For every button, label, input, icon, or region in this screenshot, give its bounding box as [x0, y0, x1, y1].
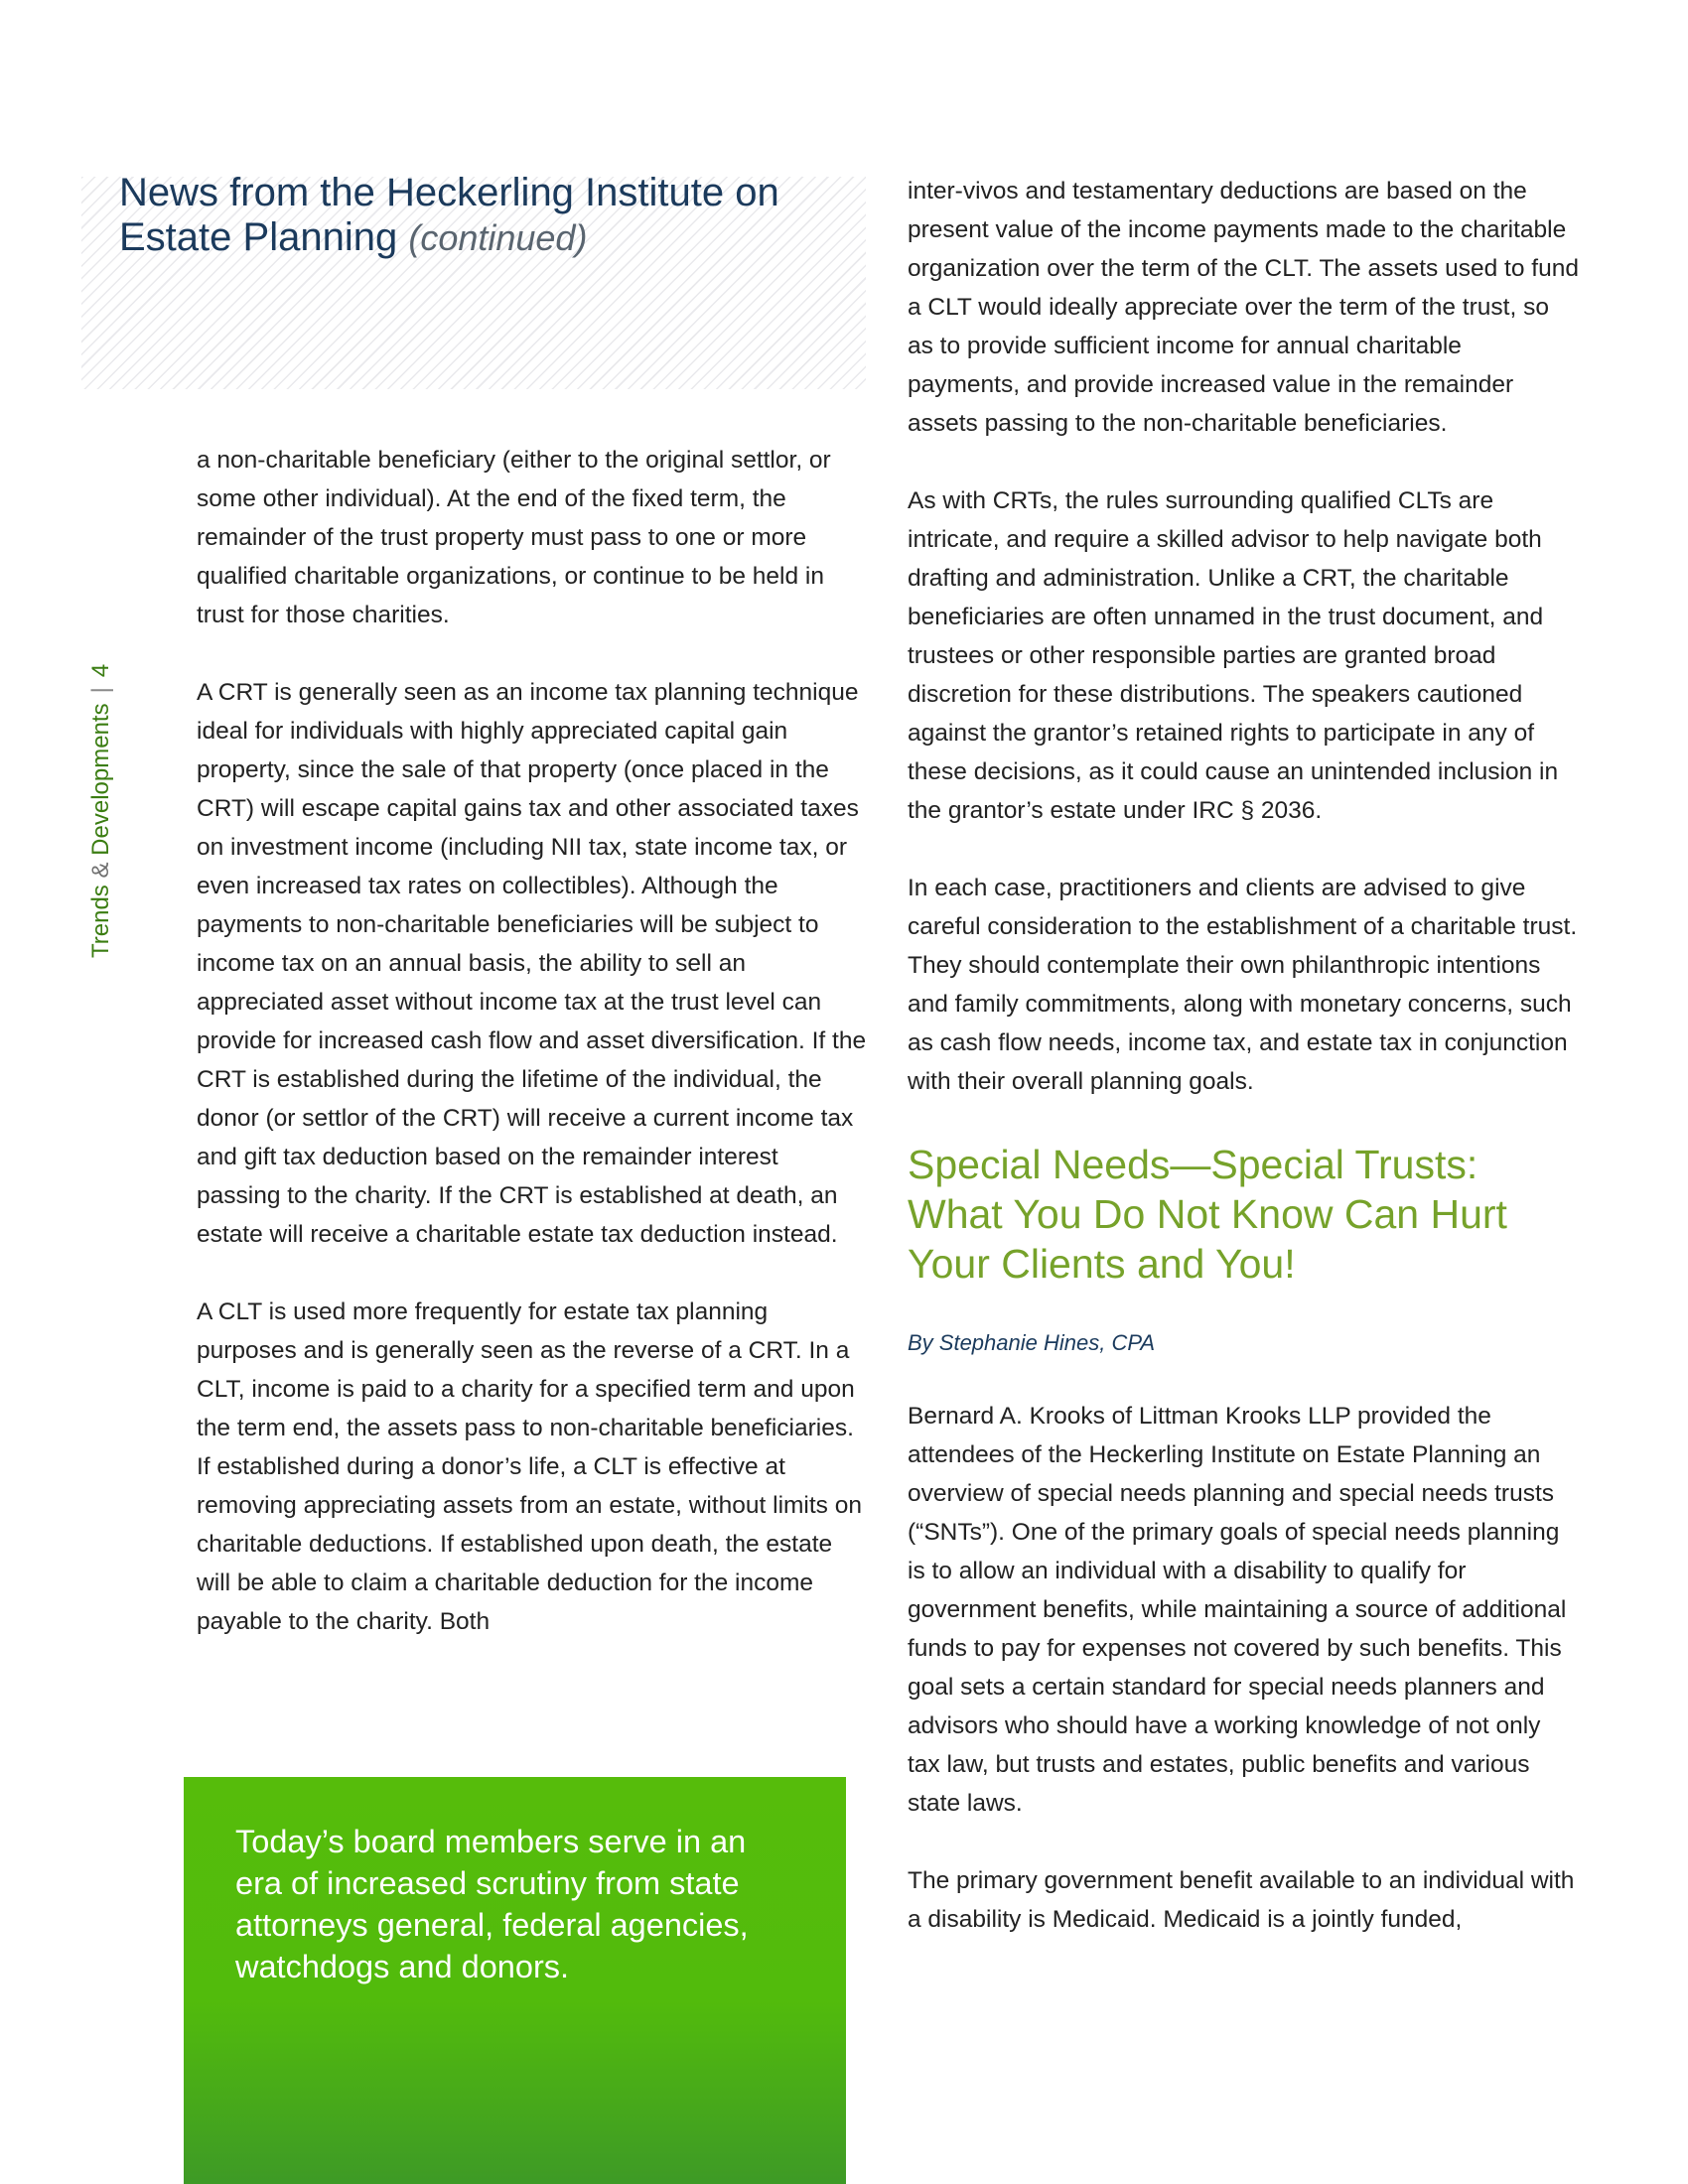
body-paragraph: A CLT is used more frequently for estate tax planning purposes and is generally seen as the reverse of a CRT. In a CLT, income is paid to a charity for a specified term and upon the term end, the assets pass to non-charitable beneficiaries. If established during a donor’s life, a CLT is effective at removing appreciating assets from an estate, without limits on charitable deductions. If established upon death, the estate will be able to claim a charitable deduction for the income payable to the charity. Both — [197, 1298, 862, 1635]
section-title: Special Needs—Special Trusts: What You Do Not Know Can Hurt Your Clients and You! — [908, 1142, 1507, 1287]
body-paragraph: inter-vivos and testamentary deductions are based on the present value of the income payments made to the charitable organization over the term of the CLT. The assets used to fund a CLT would ideally appreciate over the term of the trust, so as to provide sufficient income for annual charitable payments, and provide increased value in the remainder assets passing to the non-charitable beneficiaries. — [908, 178, 1579, 437]
page-title — [119, 171, 854, 260]
continued-label: (continued) — [408, 217, 588, 258]
label-separator: | — [87, 687, 114, 694]
section-word-trends: Trends — [87, 885, 114, 958]
body-paragraph: As with CRTs, the rules surrounding qualified CLTs are intricate, and require a skilled advisor to help navigate both drafting and administration. Unlike a CRT, the charitable beneficiaries are often unnamed in the trust document, and trustees or other responsible parties are granted broad discretion for these distributions. The speakers cautioned against the grantor’s retained rights to participate in any of these decisions, as it could cause an unintended inclusion in the grantor’s estate under IRC § 2036. — [908, 487, 1559, 824]
page-number: 4 — [87, 663, 114, 678]
body-paragraph: Bernard A. Krooks of Littman Krooks LLP provided the attendees of the Heckerling Institute on Estate Planning an overview of special needs planning and special needs trusts (“SNTs”). One of the primary goals of special needs planning is to allow an individual with a disability to qualify for government benefits, while maintaining a source of additional funds to pay for expenses not covered by such benefits. This goal sets a certain standard for special needs planners and advisors who should have a working knowledge of not only tax law, but trusts and estates, public benefits and various state laws. — [908, 1403, 1567, 1817]
right-column — [908, 172, 1579, 1978]
body-paragraph: a non-charitable beneficiary (either to the original settlor, or some other individual). At the end of the fixed term, the remainder of the trust property must pass to one or more qualified charitable organizations, or continue to be held in trust for those charities. — [197, 447, 831, 628]
section-word-developments: Developments — [87, 703, 114, 856]
left-column — [197, 441, 867, 1680]
pull-quote-text: Today’s board members serve in an era of increased scrutiny from state attorneys general, federal agencies, watchdogs and donors. — [235, 1824, 749, 1984]
body-paragraph: A CRT is generally seen as an income tax planning technique ideal for individuals with highly appreciated capital gain property, since the sale of that property (once placed in the CRT) will escape capital gains tax and other associated taxes on investment income (including NII tax, state income tax, or even increased tax rates on collectibles). Although the payments to non-charitable beneficiaries will be subject to income tax on an annual basis, the ability to sell an appreciated asset without income tax at the trust level can provide for increased cash flow and asset diversification. If the CRT is established during the lifetime of the individual, the donor (or settlor of the CRT) will receive a current income tax and gift tax deduction based on the remainder interest passing to the charity. If the CRT is established at death, an estate will receive a charitable estate tax deduction instead. — [197, 679, 867, 1248]
page-title-text: News from the Heckerling Institute on Estate Planning — [119, 171, 779, 259]
body-paragraph: The primary government benefit available to an individual with a disability is Medicaid. Medicaid is a jointly funded, — [908, 1867, 1575, 1933]
byline: By Stephanie Hines, CPA — [908, 1330, 1156, 1355]
section-ampersand: & — [87, 862, 114, 879]
body-paragraph: In each case, practitioners and clients are advised to give careful consideration to the establishment of a charitable trust. They should contemplate their own philanthropic intentions and family commitments, along with monetary concerns, such as cash flow needs, income tax, and estate tax in conjunction with their overall planning goals. — [908, 875, 1578, 1095]
running-section-label — [81, 601, 121, 958]
pull-quote-box — [184, 1777, 846, 2184]
